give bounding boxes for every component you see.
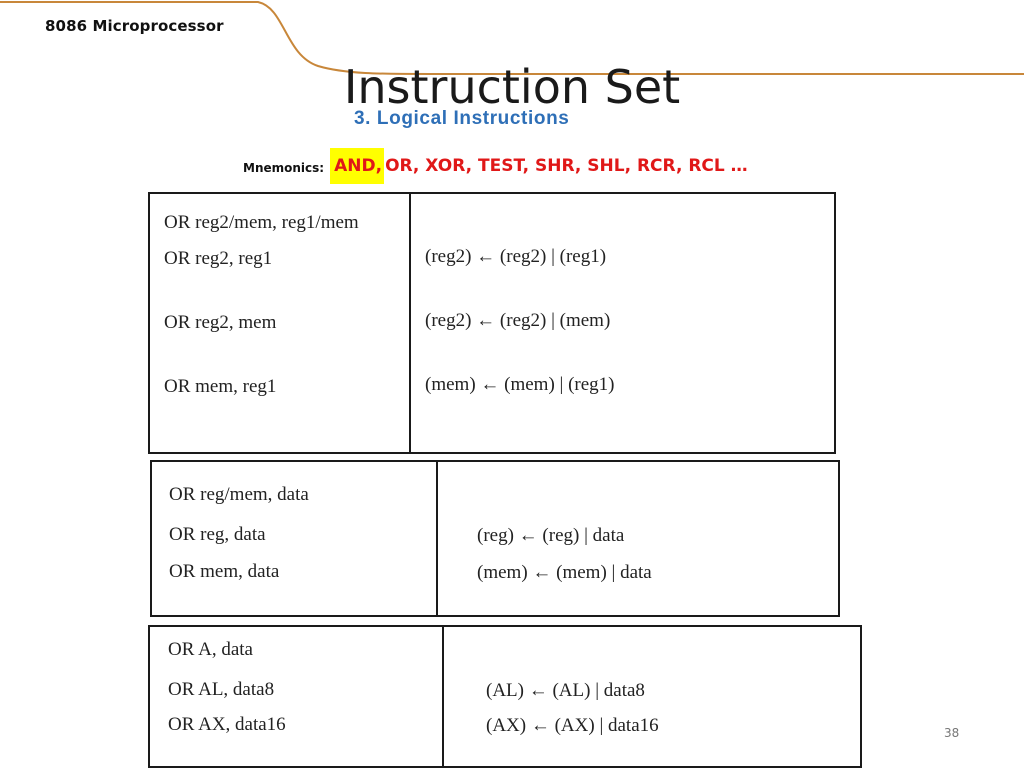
or-immediate-data-table [150,460,840,617]
course-label: 8086 Microprocessor [45,17,224,35]
column-divider [409,194,411,452]
syntax-cell: OR AL, data8 [168,679,275,700]
operation-cell: (mem) ← (mem) | data [477,562,652,583]
operation-cell: (mem) ← (mem) | (reg1) [425,374,615,395]
syntax-cell: OR reg, data [169,524,266,545]
operation-cell: (reg2) ← (reg2) | (mem) [425,310,611,331]
syntax-cell: OR mem, data [169,561,280,582]
mnemonics-row [243,146,748,186]
mnemonics-label: Mnemonics: [243,161,325,175]
page-number: 38 [944,726,960,740]
mnemonics-list: OR, XOR, TEST, SHR, SHL, RCR, RCL … [385,156,748,176]
syntax-cell: OR AX, data16 [168,714,286,735]
column-divider [436,462,438,615]
or-accumulator-table [148,625,862,768]
syntax-cell: OR reg2/mem, reg1/mem [164,212,359,233]
mnemonics-highlighted: AND, [330,148,384,184]
syntax-cell: OR reg2, mem [164,312,277,333]
operation-cell: (reg) ← (reg) | data [477,525,625,546]
syntax-cell: OR reg2, reg1 [164,248,273,269]
syntax-cell: OR A, data [168,639,253,660]
operation-cell: (reg2) ← (reg2) | (reg1) [425,246,607,267]
slide-title: Instruction Set [343,60,681,114]
syntax-cell: OR mem, reg1 [164,376,277,397]
column-divider [442,627,444,766]
operation-cell: (AL) ← (AL) | data8 [486,680,645,701]
syntax-cell: OR reg/mem, data [169,484,309,505]
operation-cell: (AX) ← (AX) | data16 [486,715,659,736]
section-subtitle: 3. Logical Instructions [354,108,570,129]
or-register-memory-table [148,192,836,454]
